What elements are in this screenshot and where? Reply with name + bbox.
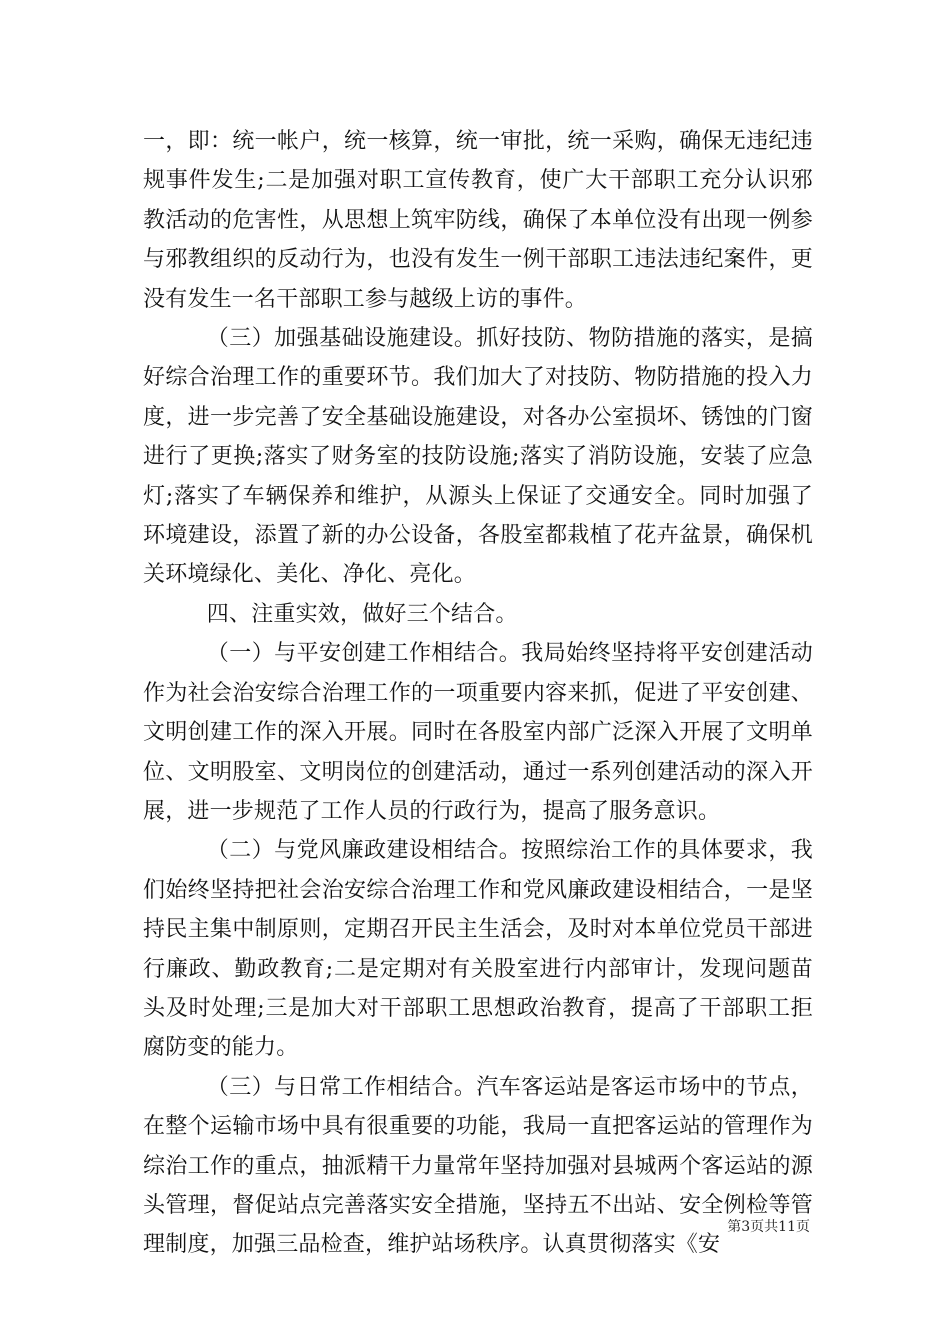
document-body bbox=[143, 122, 813, 1265]
section-heading-four: 四、注重实效，做好三个结合。 bbox=[206, 601, 518, 627]
page-number: 第3页共11页 bbox=[727, 1219, 810, 1235]
paragraph-daily-work: （三）与日常工作相结合。汽车客运站是客运市场中的节点，在整个运输市场中具有很重要的功能，我局一直把客运站的管理作为综治工作的重点，抽派精干力量常年坚持加强对县城两个客运站的源头管理，督促站点完善落实安全措施，坚持五不出站、安全例检等管理制度，加强三品检查，维护站场秩序。认真贯彻落实《安 bbox=[143, 1074, 813, 1258]
paragraph-safety-creation: （一）与平安创建工作相结合。我局始终坚持将平安创建活动作为社会治安综合治理工作的一项重要内容来抓，促进了平安创建、文明创建工作的深入开展。同时在各股室内部广泛深入开展了文明单位、文明股室、文明岗位的创建活动，通过一系列创建活动的深入开展，进一步规范了工作人员的行政行为，提高了服务意识。 bbox=[143, 641, 813, 824]
paragraph-continuation: 一，即：统一帐户，统一核算，统一审批，统一采购，确保无违纪违规事件发生;二是加强对职工宣传教育，使广大干部职工充分认识邪教活动的危害性，从思想上筑牢防线，确保了本单位没有出现一例参与邪教组织的反动行为，也没有发生一例干部职工违法违纪案件，更没有发生一名干部职工参与越级上访的事件。 bbox=[143, 129, 813, 312]
paragraph-clean-government: （二）与党风廉政建设相结合。按照综治工作的具体要求，我们始终坚持把社会治安综合治理工作和党风廉政建设相结合，一是坚持民主集中制原则，定期召开民主生活会，及时对本单位党员干部进行廉政、勤政教育;二是定期对有关股室进行内部审计，发现问题苗头及时处理;三是加大对干部职工思想政治教育，提高了干部职工拒腐防变的能力。 bbox=[143, 838, 813, 1061]
paragraph-infrastructure: （三）加强基础设施建设。抓好技防、物防措施的落实，是搞好综合治理工作的重要环节。我们加大了对技防、物防措施的投入力度，进一步完善了安全基础设施建设，对各办公室损坏、锈蚀的门窗进行了更换;落实了财务室的技防设施;落实了消防设施，安装了应急灯;落实了车辆保养和维护，从源头上保证了交通安全。同时加强了环境建设，添置了新的办公设备，各股室都栽植了花卉盆景，确保机关环境绿化、美化、净化、亮化。 bbox=[143, 326, 813, 588]
